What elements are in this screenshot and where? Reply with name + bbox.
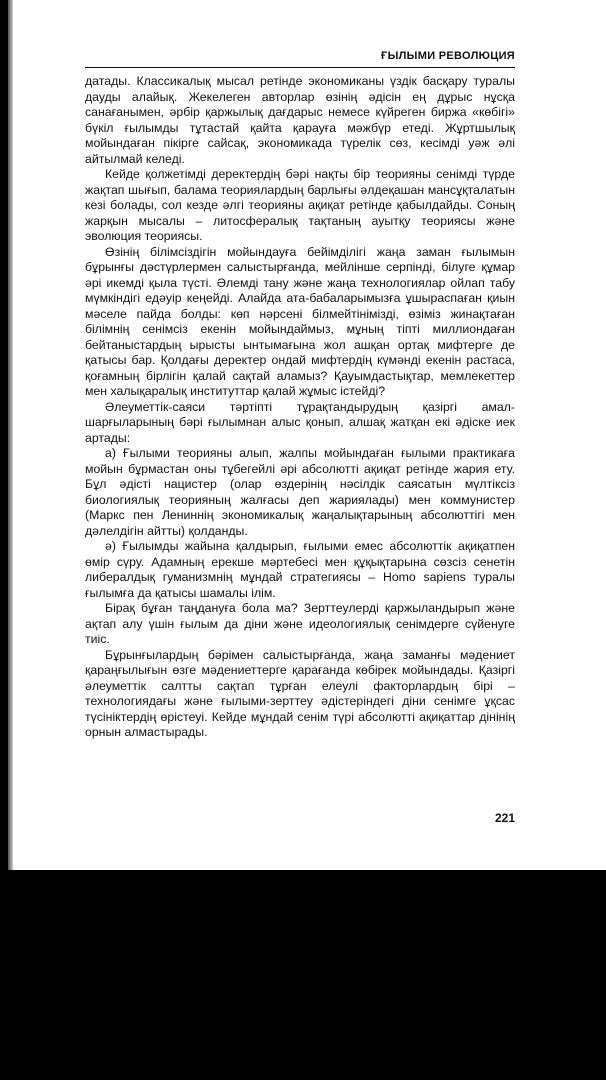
paragraph: датады. Классикалық мысал ретінде экономиканы үздік басқару туралы дауды алайық. Жекелеген авторлар өзінің әдісін ең дұрыс нұсқа санағанымен, әрбір қаржылық дағдарыс немесе күйреген биржа «көбігі» бүкіл ғылымды тұтастай қайта қарауға мәжбүр етеді. Жұртшылық мойындаған пікірге сайсақ, экономикада түрелік сөз, кесімді уәж әлі айтылмай келеді. [85, 74, 515, 166]
paragraph: Бірақ бұған таңдануға бола ма? Зерттеулерді қаржыландырып және ақтап алу үшін ғылым да діни және идеологиялық сенімдерге сүйенуге тиіс. [85, 601, 515, 646]
paragraph: Әлеуметтік-саяси тәртіпті тұрақтандырудың қазіргі амал-шарғыларының бәрі ғылымнан алыс қонып, алшақ жатқан екі әдіске иек артады: [85, 399, 515, 445]
paragraph: Бұрынғылардың бәрімен салыстырғанда, жаңа заманғы мәдениет қараңғылығын өзге мәдениеттерге қарағанда көбірек мойындады. Қазіргі әлеуметтік салтты сақтап тұрған елеулі факторлардың бірі – технологиядағы және ғылыми-зерттеу әдістеріндегі діни сенімге ұқсас түсініктердің өрістеуі. Кейде мұндай сенім түрі абсолютті ақиқаттар дінінің орнын алмастырады. [85, 647, 515, 739]
paragraph: а) Ғылыми теорияны алып, жалпы мойындаған ғылыми практикаға мойын бұрмастан оны тұбегейлі әрі абсолютті ақиқат ретінде жария ету. Бұл әдісті нацистер (олар өздерінің нәсілдік саясатын мүлтіксіз биологиялық теорияның жалғасы деп жариялады) мен коммунистер (Маркс пен Лениннің экономикалық жаңалықтарының абсолюттігі мен дәлелдігін айтты) қолданды. [85, 446, 515, 538]
scan-background [0, 870, 606, 1080]
page-number: 221 [494, 811, 515, 825]
header-rule [85, 67, 515, 68]
running-header: ҒЫЛЫМИ РЕВОЛЮЦИЯ [381, 50, 515, 62]
paragraph: ә) Ғылымды жайына қалдырып, ғылыми емес абсолюттік ақиқатпен өмір сүру. Адамның ерекше мәртебесі мен құқықтарына сөзсіз сенетін либералдық гуманизмнің мұндай стратегиясы – Homo sapiens туралы ғылымға да қатысы шамалы ілім. [85, 539, 515, 600]
paragraph: Өзінің білімсіздігін мойындауға бейімділігі жаңа заман ғылымын бұрынғы дәстүрлермен салыстырғанда, мейлінше серпінді, білуге құмар әрі икемді қыла түсті. Әлемді тану және жаңа технологиялар ойлап табу мүмкіндігі едәуір кеңейді. Алайда ата-бабаларымызға ұшыраспаған қиын мәселе пайда болды: көп нәрсені білмейтінімізді, өзіміз жинақтаған білімнің сенімсіз екенін мойындаймыз, мұның тіпті миллиондаған бейтаныстардың ырысты ынтымағына жол ашқан ортақ мифтерге де қатысы бар. Қолдағы деректер ондай мифтердің күмәнді екенін растаса, қоғамның бірлігін қалай сақтай аламыз? Қауымдастықтар, мемлекеттер мен халықаралық институттар қалай жұмыс істейді? [85, 244, 515, 398]
body-text [85, 74, 515, 741]
paragraph: Кейде қолжетімді деректердің бәрі нақты бір теорияны сенімді түрде жақтап шығып, балама теориялардың барлығы әлдеқашан мансұқталатын кезі болады, сол кезде әлгі теорияны ақиқат ретінде қабылдайды. Соның жарқын мысалы – литосфералық тақтаның ауытқу теориясы және эволюция теориясы. [85, 167, 515, 243]
